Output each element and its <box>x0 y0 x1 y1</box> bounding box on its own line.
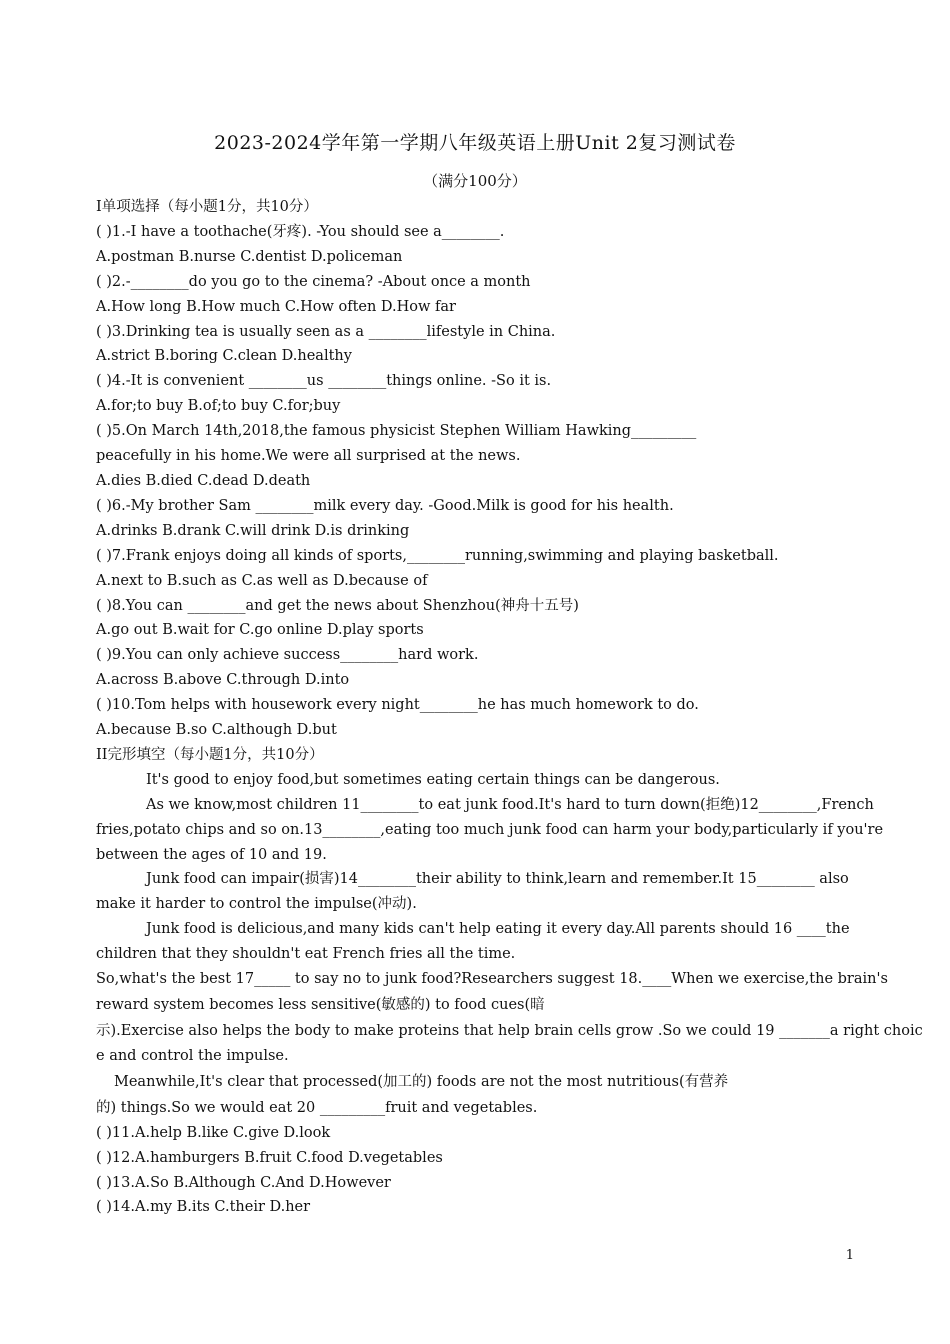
options-line: A.How long B.How much C.How often D.How far <box>96 298 456 315</box>
passage-line: make it harder to control the impulse(冲动). <box>96 896 417 913</box>
question-line: ( )6.-My brother Sam ________milk every day. -Good.Milk is good for his health. <box>96 497 674 514</box>
section-heading-1: I单项选择（每小题1分，共10分） <box>96 199 318 215</box>
passage-line: children that they shouldn't eat French fries all the time. <box>96 946 516 963</box>
question-line: ( )2.-________do you go to the cinema? -About once a month <box>96 273 531 290</box>
options-line: A.postman B.nurse C.dentist D.policeman <box>96 248 403 265</box>
passage-line: Meanwhile,It's clear that processed(加工的) foods are not the most nutritious(有营养 <box>114 1073 729 1090</box>
passage-line: So,what's the best 17_____ to say no to junk food?Researchers suggest 18.____When we exercise,the brain's <box>96 971 888 988</box>
passage-line: It's good to enjoy food,but sometimes eating certain things can be dangerous. <box>146 771 720 788</box>
cloze-question-line: ( )14.A.my B.its C.their D.her <box>96 1199 311 1216</box>
question-line: ( )4.-It is convenient ________us ________things online. -So it is. <box>96 373 552 390</box>
cloze-question-line: ( )13.A.So B.Although C.And D.However <box>96 1174 391 1191</box>
question-line: ( )8.You can ________and get the news about Shenzhou(神舟十五号) <box>96 597 579 614</box>
page-number: 1 <box>845 1248 854 1263</box>
question-line-cont: peacefully in his home.We were all surprised at the news. <box>96 448 521 465</box>
options-line: A.next to B.such as C.as well as D.because of <box>96 572 428 589</box>
passage-line: Junk food can impair(损害)14________their ability to think,learn and remember.It 15________ also <box>146 871 849 888</box>
passage-line: reward system becomes less sensitive(敏感的) to food cues(暗 <box>96 997 545 1013</box>
passage-line: Junk food is delicious,and many kids can't help eating it every day.All parents should 16 ____the <box>146 921 850 938</box>
question-line: ( )1.-I have a toothache(牙疼). -You should see a________. <box>96 223 505 240</box>
question-line: ( )9.You can only achieve success________hard work. <box>96 647 479 664</box>
options-line: A.drinks B.drank C.will drink D.is drinking <box>96 522 410 539</box>
options-line: A.because B.so C.although D.but <box>96 722 337 739</box>
exam-content <box>96 195 923 1220</box>
options-line: A.strict B.boring C.clean D.healthy <box>96 348 352 365</box>
passage-line: 的) things.So we would eat 20 _________fruit and vegetables. <box>96 1099 538 1116</box>
page-title: 2023-2024学年第一学期八年级英语上册Unit 2复习测试卷 <box>214 132 736 154</box>
cloze-question-line: ( )12.A.hamburgers B.fruit C.food D.vegetables <box>96 1149 443 1166</box>
passage-line: As we know,most children 11________to eat junk food.It's hard to turn down(拒绝)12________,French <box>146 796 874 813</box>
question-line: ( )10.Tom helps with housework every night________he has much homework to do. <box>96 697 699 714</box>
options-line: A.across B.above C.through D.into <box>96 672 350 689</box>
page-subtitle: （满分100分） <box>423 172 527 190</box>
question-line: ( )3.Drinking tea is usually seen as a ________lifestyle in China. <box>96 323 556 340</box>
options-line: A.go out B.wait for C.go online D.play sports <box>96 622 424 639</box>
passage-line: 示).Exercise also helps the body to make proteins that help brain cells grow .So we could 19 _______a right choic <box>96 1023 923 1039</box>
options-line: A.for;to buy B.of;to buy C.for;buy <box>96 398 341 415</box>
cloze-question-line: ( )11.A.help B.like C.give D.look <box>96 1124 331 1141</box>
options-line: A.dies B.died C.dead D.death <box>96 472 311 489</box>
passage-line: e and control the impulse. <box>96 1047 289 1064</box>
question-line: ( )7.Frank enjoys doing all kinds of sports,________running,swimming and playing basketball. <box>96 547 779 564</box>
question-line: ( )5.On March 14th,2018,the famous physicist Stephen William Hawking_________ <box>96 423 697 440</box>
section-heading-2: II完形填空（每小题1分，共10分） <box>96 746 324 763</box>
passage-line: between the ages of 10 and 19. <box>96 846 327 863</box>
passage-line: fries,potato chips and so on.13________,eating too much junk food can harm your body,particularly if you're <box>96 821 884 838</box>
